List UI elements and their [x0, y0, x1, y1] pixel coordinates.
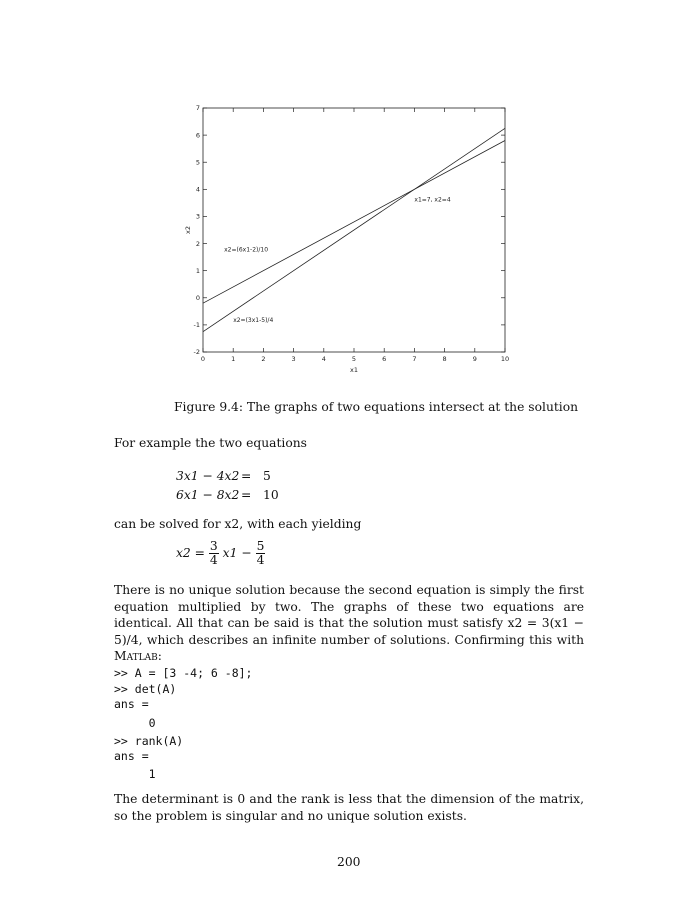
code-line-1: >> A = [3 -4; 6 -8]; — [114, 666, 253, 680]
equation-2-eq: = — [241, 488, 252, 502]
solved-lhs: x2 = — [176, 546, 205, 560]
x-tick-label: 6 — [382, 355, 387, 363]
x-tick-label: 9 — [472, 355, 477, 363]
code-line-7: 1 — [114, 767, 156, 781]
y-axis-label: x2 — [184, 226, 192, 234]
y-tick-label: 1 — [195, 266, 200, 275]
x-tick-label: 1 — [231, 355, 236, 363]
equation-2-rhs: 10 — [263, 488, 279, 502]
y-tick-label: 5 — [195, 158, 200, 167]
y-tick-label: 2 — [195, 239, 200, 248]
x-tick-label: 3 — [291, 355, 296, 363]
intersection-chart — [0, 0, 695, 380]
y-tick-label: -2 — [193, 348, 200, 357]
page-number: 200 — [337, 855, 361, 869]
equation-2-lhs: 6x1 − 8x2 — [176, 488, 240, 502]
series-lines — [203, 128, 505, 331]
line-2-label: x2=(3x1-5)/4 — [233, 317, 274, 325]
x-tick-label: 2 — [261, 355, 266, 363]
solved-variable: x1 − — [222, 546, 252, 560]
fraction-5-4 — [256, 540, 266, 567]
y-tick-label: 0 — [195, 293, 200, 302]
y-tick-label: -1 — [193, 321, 200, 330]
y-tick-label: 7 — [195, 104, 200, 113]
paragraph-1-end: : — [157, 649, 162, 664]
series-line-1 — [203, 141, 505, 304]
annotations — [224, 196, 451, 324]
intersection-label: x1=7, x2=4 — [414, 196, 451, 204]
line-1-label: x2=(6x1-2)/10 — [224, 246, 269, 254]
x-tick-label: 10 — [500, 355, 510, 363]
y-tick-label: 4 — [195, 185, 200, 194]
y-tick-label: 6 — [195, 131, 200, 140]
y-tick-label: 3 — [195, 212, 200, 221]
solved-intro-text: can be solved for x2, with each yielding — [114, 517, 362, 531]
paragraph-determinant: The determinant is 0 and the rank is less that the dimension of the matrix, so the problem is singular and no unique solution exists. — [114, 792, 584, 823]
paragraph-no-unique-solution — [114, 582, 584, 665]
equation-1-rhs: 5 — [263, 469, 271, 483]
code-line-4: 0 — [114, 716, 156, 730]
x-tick-label: 4 — [321, 355, 326, 363]
fraction-1-denominator: 4 — [209, 553, 218, 567]
intro-text: For example the two equations — [114, 436, 307, 450]
x-axis-label: x1 — [350, 366, 358, 374]
equation-1-eq: = — [241, 469, 252, 483]
solved-equation — [176, 540, 265, 567]
fraction-2-denominator: 4 — [256, 553, 265, 567]
code-line-5: >> rank(A) — [114, 734, 184, 748]
figure-caption: Figure 9.4: The graphs of two equations intersect at the solution — [174, 400, 579, 414]
code-line-6: ans = — [114, 749, 149, 763]
paragraph-1-text: There is no unique solution because the second equation is simply the first equation multiplied by two. The graphs of these two equations are identical. All that can be said is that the solution must satisfy x2 = 3(x1 − 5)/4, which describes an infinite number of solutions. Confirming this with — [114, 583, 584, 647]
series-line-2 — [203, 128, 505, 331]
fraction-3-4 — [209, 540, 219, 567]
x-tick-label: 0 — [200, 355, 206, 363]
matlab-name: Matlab — [114, 649, 158, 664]
equation-1-lhs: 3x1 − 4x2 — [176, 469, 240, 483]
x-tick-label: 5 — [351, 355, 357, 363]
code-line-3: ans = — [114, 697, 149, 711]
fraction-2-numerator: 5 — [256, 539, 265, 553]
code-line-2: >> det(A) — [114, 682, 177, 696]
x-tick-label: 7 — [412, 355, 417, 363]
fraction-1-numerator: 3 — [209, 539, 218, 553]
x-tick-label: 8 — [442, 355, 447, 363]
